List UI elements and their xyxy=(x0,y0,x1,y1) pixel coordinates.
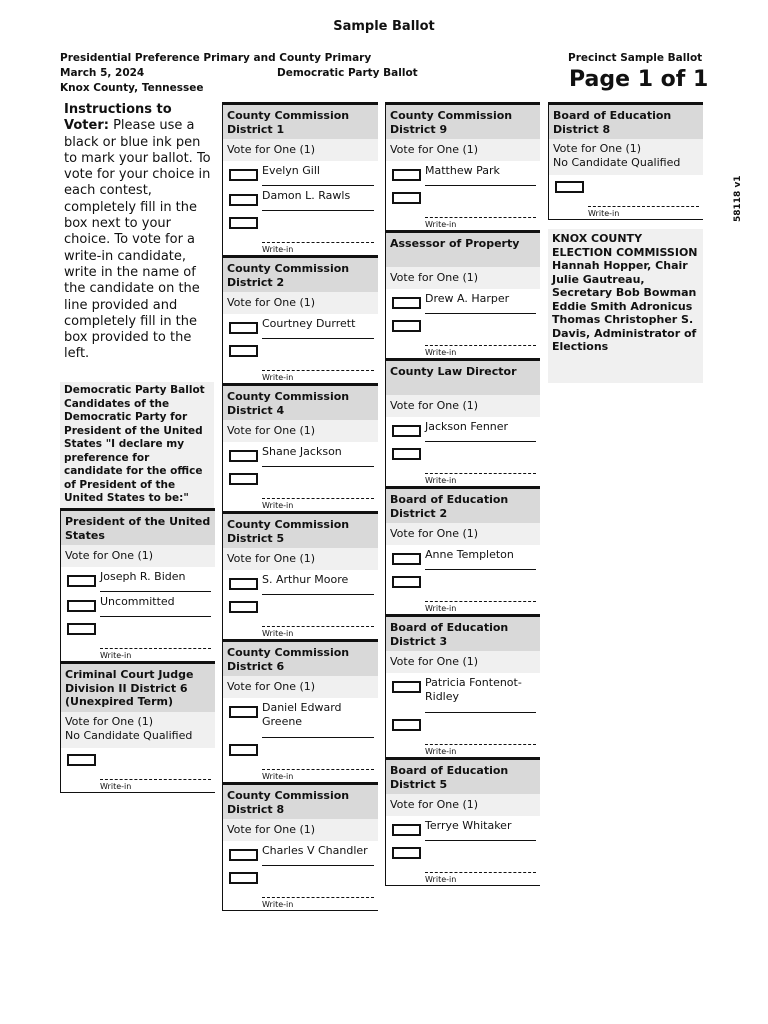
contest-title: President of the United States xyxy=(61,511,215,545)
write-in-line[interactable] xyxy=(262,242,374,243)
write-in-box[interactable] xyxy=(229,217,258,229)
election-date: March 5, 2024 xyxy=(60,67,145,79)
candidate-row xyxy=(386,673,540,713)
vote-box[interactable] xyxy=(392,681,421,693)
contest xyxy=(385,105,540,233)
vote-for-text: Vote for One (1) xyxy=(227,143,316,156)
candidate-row xyxy=(386,816,540,841)
write-in-row xyxy=(223,595,378,639)
contest-title: County Commission District 9 xyxy=(386,105,540,139)
vote-for-label xyxy=(386,651,540,673)
write-in-row xyxy=(223,211,378,255)
write-in-row xyxy=(386,186,540,230)
contest-title: Criminal Court Judge Division II District 6 (Unexpired Term) xyxy=(61,664,215,712)
write-in-label: Write-in xyxy=(262,245,294,254)
vote-box[interactable] xyxy=(392,553,421,565)
candidate-name: Courtney Durrett xyxy=(262,317,356,330)
contest-title: Board of Education District 5 xyxy=(386,760,540,794)
write-in-label: Write-in xyxy=(262,501,294,510)
write-in-label: Write-in xyxy=(262,772,294,781)
vote-for-text: Vote for One (1) xyxy=(227,552,316,565)
write-in-line[interactable] xyxy=(100,779,211,780)
vote-box[interactable] xyxy=(229,578,258,590)
vote-for-label xyxy=(223,139,378,161)
contest xyxy=(385,233,540,361)
instructions-heading: Instructions to Voter: xyxy=(64,102,172,134)
vote-for-label xyxy=(61,712,215,748)
precinct-label: Precinct Sample Ballot xyxy=(568,52,703,64)
vote-box[interactable] xyxy=(229,706,258,718)
contest xyxy=(385,489,540,617)
vote-for-label xyxy=(386,139,540,161)
vote-box[interactable] xyxy=(229,322,258,334)
write-in-row xyxy=(386,713,540,757)
ballot-code: 58118 v1 xyxy=(733,175,743,222)
election-commission: KNOX COUNTY ELECTION COMMISSION Hannah Hopper, Chair Julie Gautreau, Secretary Bob Bowman Eddie Smith Adronicus Thomas Christopher S. Davis, Administrator of Elections xyxy=(548,229,703,383)
write-in-box[interactable] xyxy=(392,576,421,588)
write-in-box[interactable] xyxy=(392,320,421,332)
vote-for-text: Vote for One (1) xyxy=(65,715,154,728)
vote-for-text: Vote for One (1) xyxy=(227,680,316,693)
write-in-label: Write-in xyxy=(262,900,294,909)
write-in-line[interactable] xyxy=(425,601,536,602)
contest-title: County Commission District 8 xyxy=(223,785,378,819)
contest-title: Board of Education District 2 xyxy=(386,489,540,523)
candidate-name: Charles V Chandler xyxy=(262,844,368,857)
contest xyxy=(222,785,378,911)
vote-box[interactable] xyxy=(392,297,421,309)
write-in-box[interactable] xyxy=(229,744,258,756)
ballot-column-4 xyxy=(548,102,703,220)
vote-for-label xyxy=(223,548,378,570)
no-candidate-note: No Candidate Qualified xyxy=(65,729,193,742)
candidate-name: Shane Jackson xyxy=(262,445,342,458)
vote-box[interactable] xyxy=(67,575,96,587)
vote-for-text: Vote for One (1) xyxy=(390,655,479,668)
contest-title: Assessor of Property xyxy=(386,233,540,267)
contest-title: Board of Education District 3 xyxy=(386,617,540,651)
vote-for-label xyxy=(223,420,378,442)
contest xyxy=(385,617,540,760)
write-in-row xyxy=(386,841,540,885)
vote-box[interactable] xyxy=(229,194,258,206)
write-in-label: Write-in xyxy=(100,651,132,660)
contest xyxy=(222,386,378,514)
contest-title: County Law Director xyxy=(386,361,540,395)
write-in-row xyxy=(223,866,378,910)
write-in-line[interactable] xyxy=(588,206,699,207)
election-name: Presidential Preference Primary and County Primary xyxy=(60,52,372,64)
vote-for-text: Vote for One (1) xyxy=(390,143,479,156)
vote-for-text: Vote for One (1) xyxy=(390,271,479,284)
candidate-name: Evelyn Gill xyxy=(262,164,320,177)
write-in-row xyxy=(223,738,378,782)
contest xyxy=(548,105,703,220)
candidate-row xyxy=(223,698,378,738)
contest xyxy=(222,105,378,258)
write-in-box[interactable] xyxy=(392,448,421,460)
write-in-line[interactable] xyxy=(425,345,536,346)
candidate-row xyxy=(61,592,215,617)
contest xyxy=(222,258,378,386)
write-in-label: Write-in xyxy=(425,476,457,485)
candidate-name: Patricia Fontenot-Ridley xyxy=(425,676,522,703)
ballot-column-2 xyxy=(222,102,378,911)
vote-for-text: Vote for One (1) xyxy=(390,399,479,412)
vote-for-text: Vote for One (1) xyxy=(227,424,316,437)
write-in-box[interactable] xyxy=(229,872,258,884)
candidate-row xyxy=(61,567,215,592)
contest xyxy=(222,514,378,642)
write-in-line[interactable] xyxy=(425,744,536,745)
ballot-title: Sample Ballot xyxy=(333,19,435,34)
vote-box[interactable] xyxy=(67,600,96,612)
candidate-row xyxy=(223,314,378,339)
write-in-box[interactable] xyxy=(392,847,421,859)
contest xyxy=(385,361,540,489)
vote-box[interactable] xyxy=(229,169,258,181)
write-in-row xyxy=(386,570,540,614)
page-number: Page 1 of 1 xyxy=(569,67,709,92)
contest xyxy=(60,664,215,793)
contest-title: County Commission District 5 xyxy=(223,514,378,548)
vote-for-text: Vote for One (1) xyxy=(390,527,479,540)
vote-box[interactable] xyxy=(229,450,258,462)
candidate-name: S. Arthur Moore xyxy=(262,573,349,586)
write-in-label: Write-in xyxy=(588,209,620,218)
candidate-row xyxy=(223,442,378,467)
candidate-row xyxy=(386,545,540,570)
write-in-label: Write-in xyxy=(425,747,457,756)
vote-for-text: Vote for One (1) xyxy=(553,142,642,155)
candidate-name: Anne Templeton xyxy=(425,548,514,561)
vote-for-label xyxy=(386,267,540,289)
write-in-line[interactable] xyxy=(262,897,374,898)
contest-title: County Commission District 4 xyxy=(223,386,378,420)
write-in-row xyxy=(386,314,540,358)
candidate-name: Daniel Edward Greene xyxy=(262,701,342,728)
instructions xyxy=(60,102,212,363)
write-in-line[interactable] xyxy=(100,648,211,649)
vote-for-label xyxy=(549,139,703,175)
write-in-box[interactable] xyxy=(229,473,258,485)
write-in-box[interactable] xyxy=(229,601,258,613)
vote-for-label xyxy=(61,545,215,567)
contest xyxy=(222,642,378,785)
vote-for-text: Vote for One (1) xyxy=(227,823,316,836)
write-in-row xyxy=(223,467,378,511)
party-declaration: Democratic Party Ballot Candidates of the Democratic Party for President of the United States "I declare my preference for candidate for the office of President of the United States to be:" xyxy=(60,382,214,508)
vote-box[interactable] xyxy=(392,824,421,836)
vote-for-label xyxy=(386,794,540,816)
vote-for-label xyxy=(223,676,378,698)
candidate-row xyxy=(386,289,540,314)
party-ballot: Democratic Party Ballot xyxy=(277,67,418,79)
write-in-line[interactable] xyxy=(425,473,536,474)
write-in-line[interactable] xyxy=(425,872,536,873)
vote-for-label xyxy=(223,292,378,314)
write-in-label: Write-in xyxy=(425,220,457,229)
candidate-row xyxy=(223,186,378,211)
vote-box[interactable] xyxy=(392,169,421,181)
county-name: Knox County, Tennessee xyxy=(60,82,204,94)
write-in-box[interactable] xyxy=(67,754,96,766)
write-in-label: Write-in xyxy=(425,875,457,884)
candidate-row xyxy=(223,841,378,866)
candidate-name: Terrye Whitaker xyxy=(425,819,512,832)
candidate-row xyxy=(386,161,540,186)
no-candidate-note: No Candidate Qualified xyxy=(553,156,681,169)
write-in-line[interactable] xyxy=(262,370,374,371)
ballot-column-1 xyxy=(60,508,215,793)
write-in-line[interactable] xyxy=(262,769,374,770)
write-in-row xyxy=(386,442,540,486)
vote-for-text: Vote for One (1) xyxy=(390,798,479,811)
instructions-body: Please use a black or blue ink pen to mark your ballot. To vote for your choice in each contest, completely fill in the box next to your choice. To vote for a write-in candidate, write in the name of the candidate on the line provided and completely fill in the box provided to the left. xyxy=(64,118,211,362)
candidate-name: Matthew Park xyxy=(425,164,500,177)
ballot-column-3 xyxy=(385,102,540,886)
contest-title: County Commission District 6 xyxy=(223,642,378,676)
write-in-line[interactable] xyxy=(425,217,536,218)
candidate-name: Joseph R. Biden xyxy=(100,570,186,583)
write-in-label: Write-in xyxy=(425,348,457,357)
vote-for-text: Vote for One (1) xyxy=(65,549,154,562)
vote-box[interactable] xyxy=(392,425,421,437)
contest-title: County Commission District 2 xyxy=(223,258,378,292)
write-in-label: Write-in xyxy=(425,604,457,613)
contest-title: County Commission District 1 xyxy=(223,105,378,139)
write-in-box[interactable] xyxy=(555,181,584,193)
contest-title: Board of Education District 8 xyxy=(549,105,703,139)
write-in-line[interactable] xyxy=(262,626,374,627)
write-in-row xyxy=(549,175,703,219)
candidate-name: Damon L. Rawls xyxy=(262,189,351,202)
write-in-box[interactable] xyxy=(392,719,421,731)
write-in-row xyxy=(61,748,215,792)
write-in-label: Write-in xyxy=(262,373,294,382)
write-in-box[interactable] xyxy=(229,345,258,357)
write-in-box[interactable] xyxy=(67,623,96,635)
vote-box[interactable] xyxy=(229,849,258,861)
candidate-name: Uncommitted xyxy=(100,595,175,608)
candidate-row xyxy=(223,570,378,595)
contest xyxy=(385,760,540,886)
contest xyxy=(60,511,215,664)
write-in-box[interactable] xyxy=(392,192,421,204)
vote-for-text: Vote for One (1) xyxy=(227,296,316,309)
write-in-label: Write-in xyxy=(100,782,132,791)
vote-for-label xyxy=(386,523,540,545)
vote-for-label xyxy=(386,395,540,417)
write-in-row xyxy=(61,617,215,661)
write-in-line[interactable] xyxy=(262,498,374,499)
write-in-row xyxy=(223,339,378,383)
write-in-label: Write-in xyxy=(262,629,294,638)
candidate-name: Drew A. Harper xyxy=(425,292,510,305)
candidate-row xyxy=(223,161,378,186)
candidate-row xyxy=(386,417,540,442)
candidate-name: Jackson Fenner xyxy=(425,420,509,433)
vote-for-label xyxy=(223,819,378,841)
